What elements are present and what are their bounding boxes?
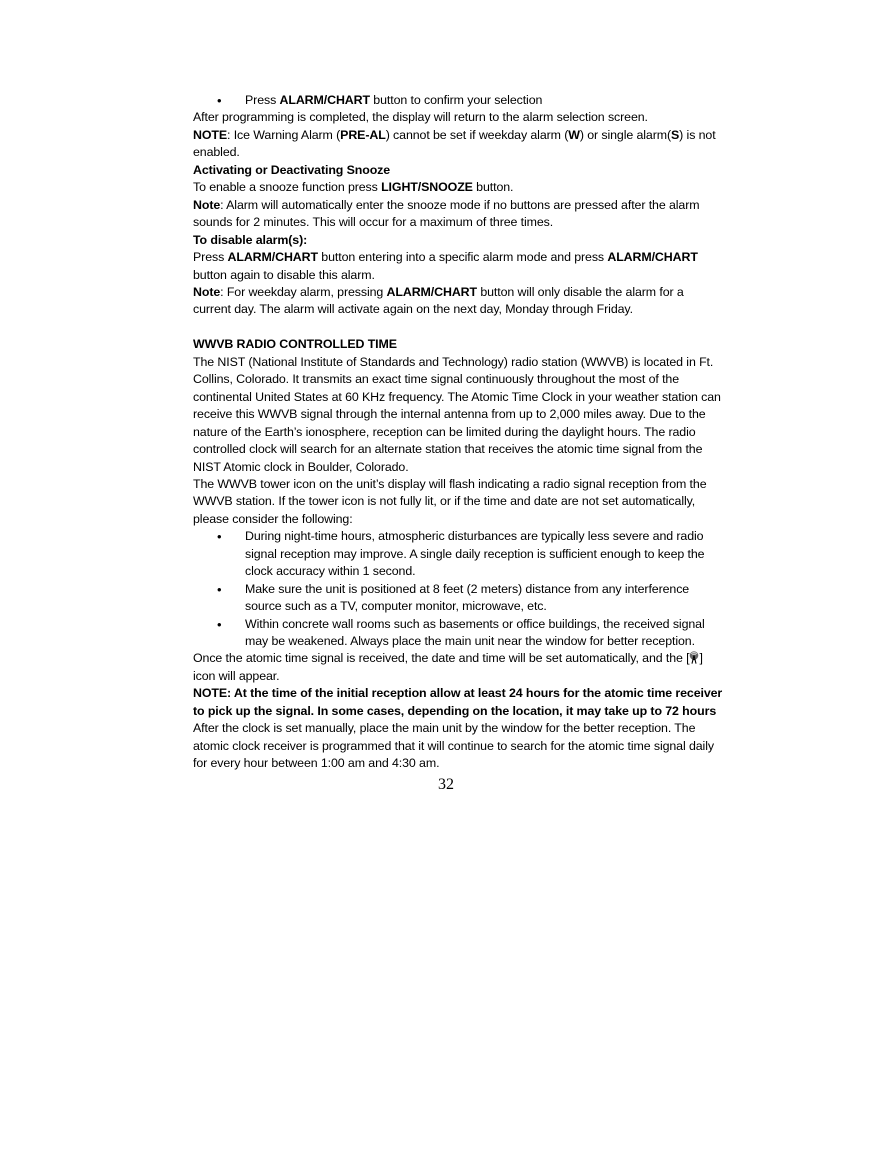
button-name: ALARM/CHART — [607, 250, 698, 265]
button-name: ALARM/CHART — [386, 284, 477, 299]
text-run: Press — [193, 250, 228, 265]
wwvb-paragraph-3 — [193, 650, 723, 685]
disable-heading: To disable alarm(s): — [193, 232, 308, 247]
ice-warning-note — [193, 127, 723, 162]
disable-text — [193, 249, 723, 284]
initial-reception-note: NOTE: At the time of the initial reception allow at least 24 hours for the atomic time receiver to pick up the signal. In some cases, depending on the location, it may take up to 72 hours — [193, 686, 723, 718]
wwvb-paragraph-1: The NIST (National Institute of Standards and Technology) radio station (WWVB) is located in Ft. Collins, Colorado. It transmits an exact time signal continuously throughout the most of the continental United States at 60 KHz frequency. The Atomic Time Clock in your weather station can receive this WWVB signal through the internal antenna from up to 2,000 miles away. Due to the nature of the Earth’s ionosphere, reception can be limited during the daylight hours. The radio controlled clock will search for an alternate station that receives the atomic time signal from the NIST Atomic clock in Boulder, Colorado. — [193, 354, 721, 474]
text-run: : Alarm will automatically enter the snooze mode if no buttons are pressed after the alarm sounds for 2 minutes. This will occur for a maximum of three times. — [193, 197, 700, 230]
single-symbol: S — [671, 127, 680, 142]
note-label: Note — [193, 197, 221, 212]
confirm-bullet-list — [193, 92, 723, 109]
page-number: 32 — [438, 776, 454, 793]
list-item: • During night-time hours, atmospheric disturbances are typically less severe and radio signal reception may improve. A single daily reception is sufficient enough to keep the clock accuracy within 1 second. — [193, 528, 723, 580]
list-item: • Within concrete wall rooms such as basements or office buildings, the received signal may be weakened. Always place the main unit near the window for better reception. — [193, 616, 723, 651]
text-run: button again to disable this alarm. — [193, 267, 375, 282]
section-gap — [193, 319, 723, 336]
text-run: button entering into a specific alarm mode and press — [317, 250, 608, 265]
pre-al-label: PRE-AL — [340, 127, 386, 142]
note-label: NOTE — [193, 127, 228, 142]
wwvb-paragraph-4: After the clock is set manually, place the main unit by the window for the better reception. The atomic clock receiver is programmed that it will continue to search for the atomic time signal daily for every hour between 1:00 am and 4:30 am. — [193, 721, 714, 771]
text-run: button will only disable the alarm for a current day. The alarm will activate again on the next day, Monday through Friday. — [193, 284, 684, 317]
page-content — [193, 92, 723, 773]
text-run: ) cannot be set if weekday alarm ( — [385, 127, 569, 142]
text-run: Once the atomic time signal is received, the date and time will be set automatically, and the [ — [193, 651, 690, 666]
wwvb-paragraph-2: The WWVB tower icon on the unit’s display will flash indicating a radio signal reception from the WWVB station. If the tower icon is not fully lit, or if the time and date are not set automatically, please consider the following: — [193, 476, 707, 526]
text-run: : Ice Warning Alarm ( — [227, 127, 341, 142]
snooze-text — [193, 179, 723, 196]
button-name: ALARM/CHART — [279, 93, 370, 107]
wwvb-heading: WWVB RADIO CONTROLLED TIME — [193, 337, 397, 352]
list-item: • Make sure the unit is positioned at 8 feet (2 meters) distance from any interference source such as a TV, computer monitor, microwave, etc. — [193, 581, 723, 616]
snooze-heading: Activating or Deactivating Snooze — [193, 162, 391, 177]
snooze-note — [193, 197, 723, 232]
disable-note — [193, 284, 723, 319]
button-name: LIGHT/SNOOZE — [381, 180, 473, 195]
tower-icon — [689, 651, 699, 664]
text-run: ] icon will appear. — [193, 651, 703, 683]
weekday-symbol: W — [568, 127, 580, 142]
list-item — [193, 92, 723, 109]
text-run: ) is not enabled. — [193, 127, 716, 160]
text-run: ) or single alarm( — [579, 127, 671, 142]
text-run: : For weekday alarm, pressing — [220, 284, 387, 299]
button-name: ALARM/CHART — [227, 250, 318, 265]
reception-tips-list — [193, 528, 723, 650]
after-programming-text: After programming is completed, the display will return to the alarm selection screen. — [193, 110, 648, 125]
note-label: Note — [193, 284, 221, 299]
text-run: button. — [472, 180, 514, 195]
text-run: button to confirm your selection — [369, 93, 543, 107]
text-run: Press — [245, 93, 280, 107]
text-run: To enable a snooze function press — [193, 180, 382, 195]
